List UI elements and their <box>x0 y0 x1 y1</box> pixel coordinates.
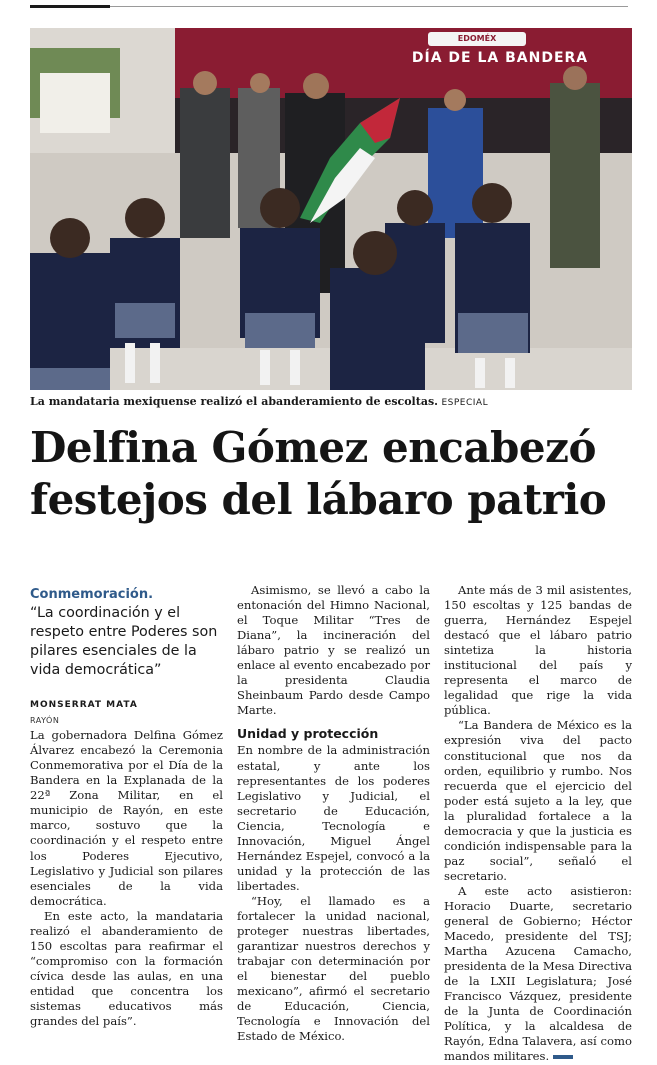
top-rule-line <box>110 6 628 7</box>
kicker: Conmemoración. <box>30 587 154 602</box>
paragraph-final <box>444 884 632 1065</box>
byline: MONSERRAT MATA <box>30 700 138 711</box>
caption-credit: ESPECIAL <box>441 398 489 408</box>
photo-illustration <box>30 28 632 390</box>
top-rule <box>30 0 628 4</box>
banner-logo: EDOMÉX <box>428 32 526 46</box>
column-1 <box>30 583 223 1029</box>
paragraph: “La Bandera de México es la expresión viva del pacto constitucional que nos da orden, equilibrio y rumbo. Nos recuerda que el ejercicio del poder está sujeto a la ley, que la pluralidad fortalece a la democracia y que la justicia es condición indispensable para la paz social”, señaló el secretario. <box>444 718 632 883</box>
paragraph: “Hoy, el llamado es a fortalecer la unidad nacional, proteger nuestras libertades, garantizar nuestros derechos y trabajar con determinación por el bienestar del pueblo mexicano”, afirmó el secretario de Educación, Ciencia, Tecnología e Innovación del Estado de México. <box>237 893 430 1044</box>
pull-quote: “La coordinación y el respeto entre Poderes son pilares esenciales de la vida democrática” <box>30 605 218 679</box>
paragraph: La gobernadora Delfina Gómez Álvarez encabezó la Ceremonia Conmemorativa por el Día de la Bandera en la Explanada de la 22ª Zona Militar, en el municipio de Rayón, en este marco, sostuvo que la coordinación y el respeto entre los Poderes Ejecutivo, Legislativo y Judicial son pilares esenciales de la vida democrática. <box>30 728 223 908</box>
headline: Delfina Gómez encabezó festejos del lábaro patrio <box>30 423 607 524</box>
photo-caption <box>30 395 640 408</box>
caption-text: La mandataria mexiquense realizó el abanderamiento de escoltas. <box>30 395 438 408</box>
end-mark <box>553 1055 573 1059</box>
paragraph-text: A este acto asistieron: Horacio Duarte, secretario general de Gobierno; Héctor Macedo, presidente del TSJ; Martha Azucena Camacho, presidenta de la Mesa Directiva de la LXII Legislatura; José Francisco Vázquez, presidente de la Junta de Coordinación Política, y la alcaldesa de Rayón, Edna Talavera, así como mandos militares. <box>444 883 632 1064</box>
banner-text: DÍA DE LA BANDERA <box>411 50 589 66</box>
top-rule-accent <box>30 5 110 8</box>
paragraph: Ante más de 3 mil asistentes, 150 escoltas y 125 bandas de guerra, Hernández Espejel destacó que el lábaro patrio sintetiza la historia institucional del país y representa el marco de legalidad que rige la vida pública. <box>444 583 632 718</box>
column-3 <box>444 583 632 1065</box>
column-2 <box>237 583 430 1044</box>
paragraph: Asimismo, se llevó a cabo la entonación del Himno Nacional, el Toque Militar “Tres de Diana”, la incineración del lábaro patrio y se realizó un enlace al evento encabezado por la presidenta Claudia Sheinbaum Pardo desde Campo Marte. <box>237 583 430 718</box>
paragraph: En nombre de la administración estatal, y ante los representantes de los poderes Legislativo y Judicial, el secretario de Educación, Ciencia, Tecnología e Innovación, Miguel Ángel Hernández Espejel, convocó a la unidad y la protección de las libertades. <box>237 743 430 893</box>
location: RAYÓN <box>30 716 60 726</box>
paragraph: En este acto, la mandataria realizó el abanderamiento de 150 escoltas para reafirmar el “compromiso con la formación cívica desde las aulas, en una entidad que concentra los sistemas educativos más grandes del país”. <box>30 908 223 1029</box>
article-photo <box>30 28 632 390</box>
subhead: Unidad y protección <box>237 726 379 742</box>
